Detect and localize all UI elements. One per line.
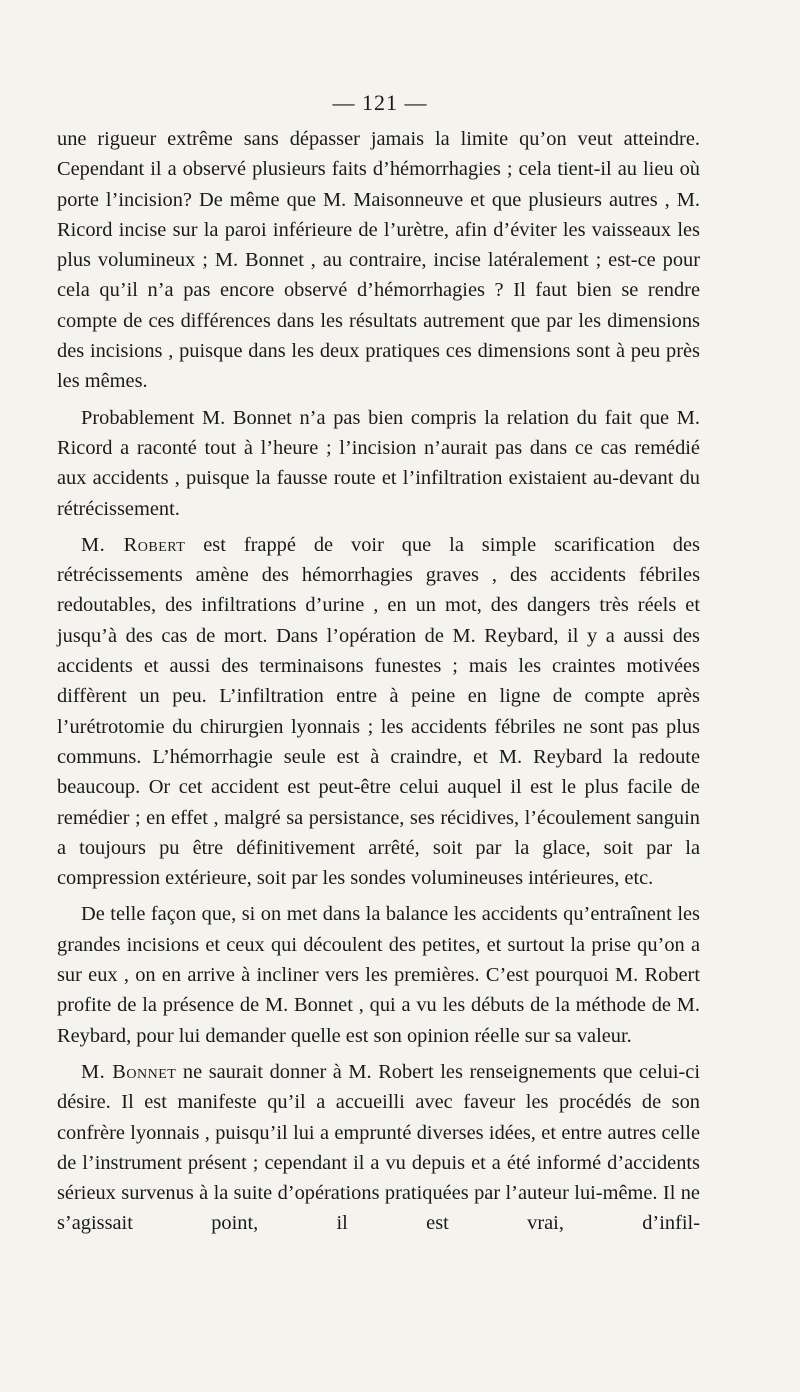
- body-text: [57, 124, 700, 1239]
- paragraph-robert-remarks: [57, 530, 700, 894]
- speaker-name: M. Robert: [81, 533, 186, 556]
- paragraph-continuation: une rigueur extrême sans dépasser jamais la limite qu’on veut atteindre. Cependant il a observé plusieurs faits d’hémorrhagies ; cela tient-il au lieu où porte l’incision? De même que M. Maisonneuve et que plusieurs autres , M. Ricord incise sur la paroi inférieure de l’urètre, afin d’éviter les vaisseaux les plus volumineux ; M. Bonnet , au contraire, incise latéralement ; est-ce pour cela qu’il n’a pas encore observé d’hémorrhagies ? Il faut bien se rendre compte de ces différences dans les résultats autrement que par les dimensions des incisions , puisque dans les deux pratiques ces dimensions sont à peu près les mêmes.: [57, 128, 700, 393]
- paragraph-bonnet-reply: [57, 1057, 700, 1239]
- speaker-name: M. Bonnet: [81, 1060, 177, 1083]
- paragraph-text: est frappé de voir que la simple scarification des rétrécissements amène des hémorrhagies graves , des accidents fébriles redoutables, des infiltrations d’urine , en un mot, des dangers très réels et jusqu’à des cas de mort. Dans l’opération de M. Reybard, il y a aussi des accidents et aussi des terminaisons funestes ; mais les craintes motivées diffèrent un peu. L’infiltration entre à peine en ligne de compte après l’urétrotomie du chirurgien lyonnais ; les accidents fébriles ne sont pas plus communs. L’hémorrhagie seule est à craindre, et M. Reybard la redoute beaucoup. Or cet accident est peut-être celui auquel il est le plus facile de remédier ; en effet , malgré sa persistance, ses récidives, l’écoulement sanguin a toujours pu être définitivement arrêté, soit par la glace, soit par la compression extérieure, soit par les sondes volumineuses intérieures, etc.: [57, 533, 700, 890]
- paragraph-balance: De telle façon que, si on met dans la balance les accidents qu’entraînent les grandes incisions et ceux qui découlent des petites, et surtout la prise qu’on a sur eux , on en arrive à incliner vers les premières. C’est pourquoi M. Robert profite de la présence de M. Bonnet , qui a vu les débuts de la méthode de M. Reybard, pour lui demander quelle est son opinion réelle sur sa valeur.: [57, 903, 700, 1047]
- page-number: — 121 —: [332, 90, 428, 115]
- paragraph-text: ne saurait donner à M. Robert les renseignements que celui-ci désire. Il est manifeste qu’il a accueilli avec faveur les procédés de son confrère lyonnais , puisqu’il lui a emprunté diverses idées, et entre autres celle de l’instrument présent ; cependant il a vu depuis et a été informé d’accidents sérieux survenus à la suite d’opérations pratiquées par l’auteur lui-même. Il ne s’agissait point, il est vrai, d’infil-: [57, 1060, 700, 1235]
- paragraph-bonnet-relation: Probablement M. Bonnet n’a pas bien compris la relation du fait que M. Ricord a raconté tout à l’heure ; l’incision n’aurait pas dans ce cas remédié aux accidents , puisque la fausse route et l’infiltration existaient au-devant du rétrécissement.: [57, 406, 700, 520]
